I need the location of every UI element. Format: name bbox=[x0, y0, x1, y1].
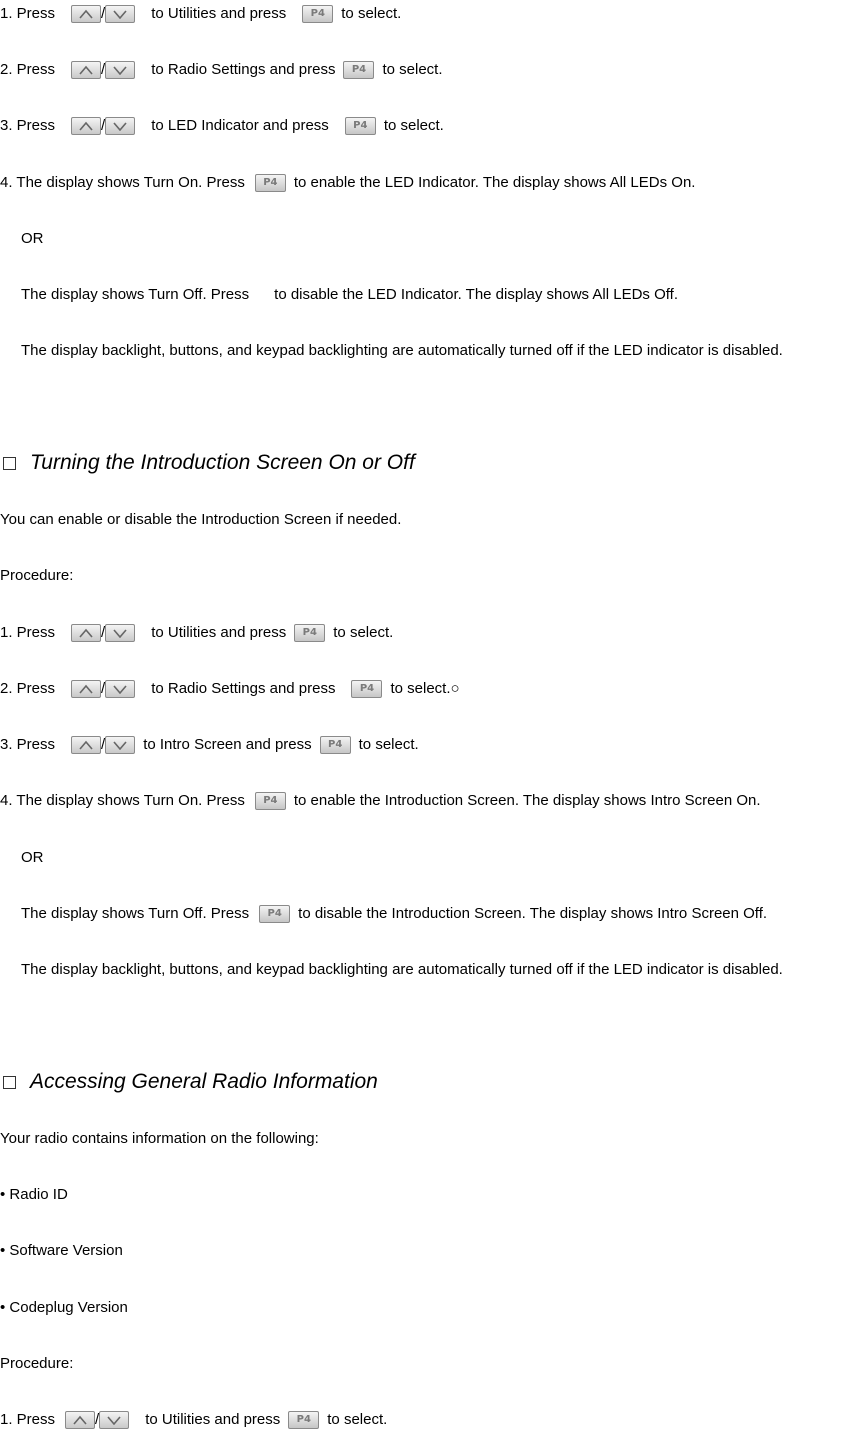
slash: / bbox=[101, 117, 106, 134]
step-text: to select. bbox=[383, 117, 444, 134]
step-text: to Utilities and press bbox=[151, 624, 287, 641]
intro-text: Your radio contains information on the following: bbox=[0, 1130, 319, 1147]
slash: / bbox=[95, 1411, 100, 1428]
step-text: to select. bbox=[333, 624, 394, 641]
step-line bbox=[0, 679, 460, 699]
down-arrow-icon bbox=[105, 117, 135, 135]
intro-text: You can enable or disable the Introduction Screen if needed. bbox=[0, 511, 402, 528]
list-item: • Software Version bbox=[0, 1242, 123, 1259]
step-text: The display shows Turn Off. Press bbox=[21, 286, 250, 303]
step-text: 4. The display shows Turn On. Press bbox=[0, 792, 245, 809]
section-heading bbox=[0, 450, 415, 476]
checkbox-bullet-icon bbox=[3, 1076, 16, 1089]
down-arrow-icon bbox=[105, 736, 135, 754]
step-text: to disable the Introduction Screen. The display shows Intro Screen Off. bbox=[298, 905, 768, 922]
slash: / bbox=[101, 680, 106, 697]
step-text: 1. Press bbox=[0, 5, 56, 22]
step-line bbox=[0, 116, 444, 136]
p4-button-icon: P4 bbox=[302, 5, 333, 23]
step-line bbox=[0, 1410, 387, 1430]
step-line bbox=[21, 904, 767, 924]
procedure-label: Procedure: bbox=[0, 567, 74, 584]
procedure-label: Procedure: bbox=[0, 1355, 74, 1372]
step-text: 4. The display shows Turn On. Press bbox=[0, 174, 245, 191]
step-line bbox=[0, 4, 401, 24]
p4-button-icon: P4 bbox=[294, 624, 325, 642]
step-line bbox=[0, 173, 695, 193]
step-text: 1. Press bbox=[0, 1411, 56, 1428]
down-arrow-icon bbox=[105, 680, 135, 698]
step-line bbox=[0, 735, 419, 755]
slash: / bbox=[101, 5, 106, 22]
or-text: OR bbox=[21, 849, 44, 866]
step-text: to Utilities and press bbox=[151, 5, 287, 22]
list-item: • Radio ID bbox=[0, 1186, 68, 1203]
down-arrow-icon bbox=[105, 5, 135, 23]
p4-button-icon: P4 bbox=[343, 61, 374, 79]
slash: / bbox=[101, 61, 106, 78]
step-text: to Intro Screen and press bbox=[143, 736, 312, 753]
step-text: The display shows Turn Off. Press bbox=[21, 905, 250, 922]
up-arrow-icon bbox=[71, 736, 101, 754]
step-text: to disable the LED Indicator. The display shows All LEDs Off. bbox=[274, 286, 678, 303]
step-text: 2. Press bbox=[0, 680, 56, 697]
checkbox-bullet-icon bbox=[3, 457, 16, 470]
p4-button-icon: P4 bbox=[320, 736, 351, 754]
step-text: 3. Press bbox=[0, 736, 56, 753]
up-arrow-icon bbox=[71, 680, 101, 698]
up-arrow-icon bbox=[65, 1411, 95, 1429]
p4-button-icon: P4 bbox=[345, 117, 376, 135]
slash: / bbox=[101, 736, 106, 753]
p4-button-icon: P4 bbox=[255, 792, 286, 810]
up-arrow-icon bbox=[71, 117, 101, 135]
p4-button-icon: P4 bbox=[351, 680, 382, 698]
p4-button-icon: P4 bbox=[288, 1411, 319, 1429]
step-text: to enable the Introduction Screen. The display shows Intro Screen On. bbox=[293, 792, 761, 809]
down-arrow-icon bbox=[99, 1411, 129, 1429]
step-text: to enable the LED Indicator. The display shows All LEDs On. bbox=[293, 174, 696, 191]
step-line bbox=[0, 623, 393, 643]
step-text: to LED Indicator and press bbox=[151, 117, 329, 134]
p4-button-icon: P4 bbox=[259, 905, 290, 923]
step-text: to select. bbox=[382, 61, 443, 78]
p4-button-icon: P4 bbox=[255, 174, 286, 192]
heading-text: Accessing General Radio Information bbox=[30, 1070, 378, 1093]
note-text: The display backlight, buttons, and keypad backlighting are automatically turned off if the LED indicator is disabled. bbox=[21, 961, 783, 978]
down-arrow-icon bbox=[105, 624, 135, 642]
slash: / bbox=[101, 624, 106, 641]
up-arrow-icon bbox=[71, 624, 101, 642]
step-line bbox=[21, 285, 678, 305]
step-line bbox=[0, 60, 443, 80]
step-text: to Utilities and press bbox=[145, 1411, 281, 1428]
step-text: 3. Press bbox=[0, 117, 56, 134]
step-line bbox=[0, 791, 761, 811]
down-arrow-icon bbox=[105, 61, 135, 79]
step-text: 1. Press bbox=[0, 624, 56, 641]
section-heading bbox=[0, 1069, 378, 1095]
step-text: to select.○ bbox=[390, 680, 460, 697]
up-arrow-icon bbox=[71, 61, 101, 79]
step-text: to select. bbox=[327, 1411, 388, 1428]
step-text: to select. bbox=[358, 736, 419, 753]
step-text: 2. Press bbox=[0, 61, 56, 78]
step-text: to select. bbox=[341, 5, 402, 22]
note-text: The display backlight, buttons, and keypad backlighting are automatically turned off if the LED indicator is disabled. bbox=[21, 342, 783, 359]
step-text: to Radio Settings and press bbox=[151, 61, 336, 78]
step-text: to Radio Settings and press bbox=[151, 680, 336, 697]
or-text: OR bbox=[21, 230, 44, 247]
heading-text: Turning the Introduction Screen On or Off bbox=[30, 451, 415, 474]
list-item: • Codeplug Version bbox=[0, 1299, 128, 1316]
up-arrow-icon bbox=[71, 5, 101, 23]
